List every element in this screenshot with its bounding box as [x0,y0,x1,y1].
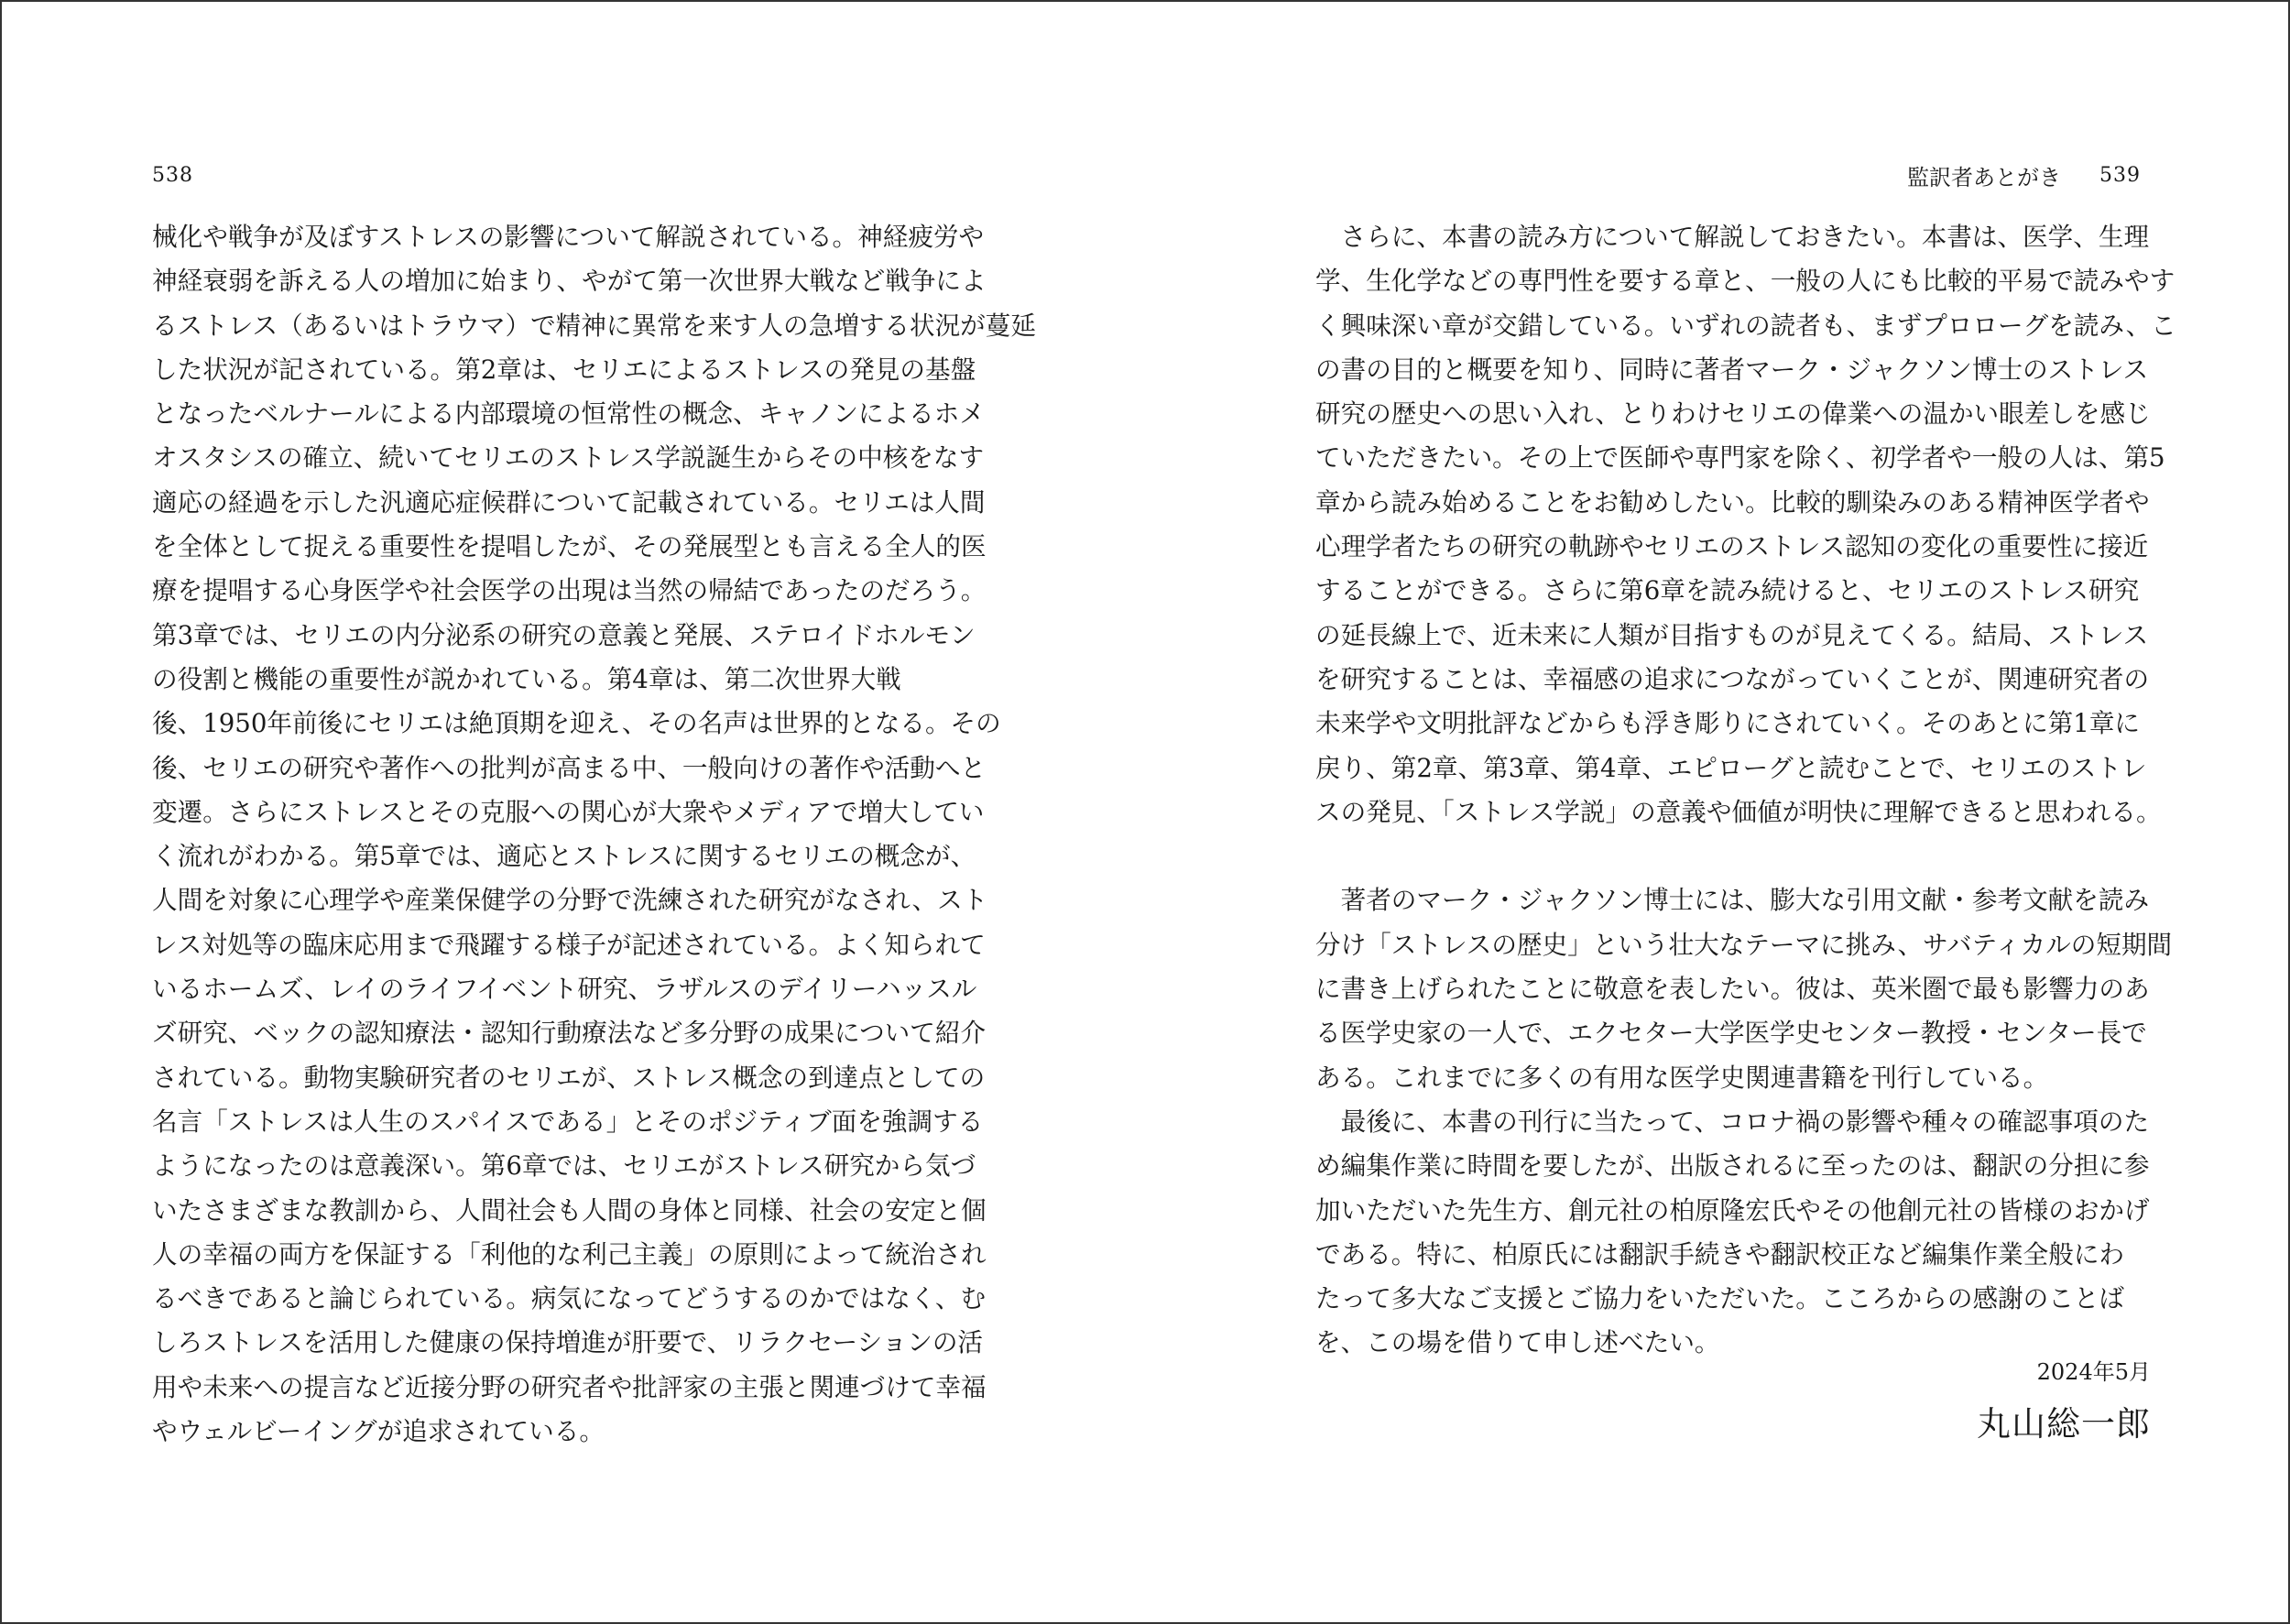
text-line: 適応の経過を示した汎適応症候群について記載されている。セリエは人間 [152,486,986,518]
text-line: ようになったのは意義深い。第6章では、セリエがストレス研究から気づ [152,1150,976,1182]
text-line: 人の幸福の両方を保証する「利他的な利己主義」の原則によって統治され [152,1238,987,1270]
text-line: の延長線上で、近未来に人類が目指すものが見えてくる。結局、ストレス [1315,619,2149,650]
text-line: レス対処等の臨床応用まで飛躍する様子が記述されている。よく知られて [152,929,986,960]
text-line: ていただきたい。その上で医師や専門家を除く、初学者や一般の人は、第5 [1315,442,2165,474]
text-line: るストレス（あるいはトラウマ）で精神に異常を来す人の急増する状況が蔓延 [152,310,1036,341]
text-line: るべきであると論じられている。病気になってどうするのかではなく、む [152,1283,987,1314]
body-text [152,215,1036,1454]
text-line: ある。これまでに多くの有用な医学史関連書籍を刊行している。 [1315,1062,2049,1093]
text-line: されている。動物実験研究者のセリエが、ストレス概念の到達点としての [152,1062,986,1093]
text-line: 人間を対象に心理学や産業保健学の分野で洗練された研究がなされ、スト [152,885,988,916]
text-line: く流れがわかる。第5章では、適応とストレスに関するセリエの概念が、 [152,841,976,872]
paragraph-gap [1315,834,2151,878]
text-line: る医学史家の一人で、エクセター大学医学史センター教授・センター長で [1315,1018,2147,1049]
text-line: 後、セリエの研究や著作への批判が高まる中、一般向けの著作や活動へと [152,752,987,783]
signoff-date: 2024年5月 [2036,1359,2151,1385]
text-line: 分け「ストレスの歴史」という壮大なテーマに挑み、サバティカルの短期間 [1315,929,2173,960]
text-line: 心理学者たちの研究の軌跡やセリエのストレス認知の変化の重要性に接近 [1315,531,2149,562]
text-line: め編集作業に時間を要したが、出版されるに至ったのは、翻訳の分担に参 [1315,1150,2150,1182]
text-line: 学、生化学などの専門性を要する章と、一般の人にも比較的平易で読みやす [1315,266,2176,297]
text-line: スの発見、「ストレス学説」の意義や価値が明快に理解できると思われる。 [1315,796,2162,827]
text-line: となったベルナールによる内部環境の恒常性の概念、キャノンによるホメ [152,398,985,430]
text-line: を研究することは、幸福感の追求につながっていくことが、関連研究者の [1315,663,2150,694]
text-line: 著者のマーク・ジャクソン博士には、膨大な引用文献・参考文献を読み [1315,885,2150,916]
translator-signature: 丸山総一郎 [1977,1404,2151,1444]
text-line: 戻り、第2章、第3章、第4章、エピローグと読むことで、セリエのストレ [1315,752,2147,783]
text-line: オスタシスの確立、続いてセリエのストレス学説誕生からその中核をなす [152,442,985,474]
text-line: 後、1950年前後にセリエは絶頂期を迎え、その名声は世界的となる。その [152,708,1001,739]
text-line: の書の目的と概要を知り、同時に著者マーク・ジャクソン博士のストレス [1315,354,2149,385]
text-line: いるホームズ、レイのライフイベント研究、ラザルスのデイリーハッスル [152,974,977,1005]
body-text [1315,215,2176,1366]
text-line: 変遷。さらにストレスとその克服への関心が大衆やメディアで増大してい [152,796,985,827]
text-line: く興味深い章が交錯している。いずれの読者も、まずプロローグを読み、こ [1315,310,2176,341]
text-line: いたさまざまな教訓から、人間社会も人間の身体と同様、社会の安定と個 [152,1194,987,1226]
text-line: ズ研究、ベックの認知療法・認知行動療法など多分野の成果について紹介 [152,1018,987,1049]
text-line: たって多大なご支援とご協力をいただいた。こころからの感謝のことば [1315,1283,2125,1314]
text-line: 章から読み始めることをお勧めしたい。比較的馴染みのある精神医学者や [1315,486,2150,518]
left-page [2,2,1145,1622]
text-line: しろストレスを活用した健康の保持増進が肝要で、リラクセーションの活 [152,1327,984,1358]
text-line: を全体として捉える重要性を提唱したが、その発展型とも言える全人的医 [152,531,987,562]
page-number: 539 [2099,164,2141,187]
text-line: を、この場を借りて申し述べたい。 [1315,1327,1720,1358]
text-line: である。特に、柏原氏には翻訳手続きや翻訳校正など編集作業全般にわ [1315,1238,2125,1270]
text-line: 最後に、本書の刊行に当たって、コロナ禍の影響や種々の確認事項のた [1315,1106,2150,1137]
text-line: 療を提唱する心身医学や社会医学の出現は当然の帰結であったのだろう。 [152,575,987,606]
text-line: さらに、本書の読み方について解説しておきたい。本書は、医学、生理 [1315,222,2150,252]
page-number: 538 [152,164,193,187]
text-line: やウェルビーイングが追求されている。 [152,1416,605,1447]
text-line: 用や未来への提言など近接分野の研究者や批評家の主張と関連づけて幸福 [152,1371,987,1402]
right-page [1147,2,2288,1622]
text-line: した状況が記されている。第2章は、セリエによるストレスの発見の基盤 [152,354,976,385]
text-line: することができる。さらに第6章を読み続けると、セリエのストレス研究 [1315,575,2140,606]
text-line: 名言「ストレスは人生のスパイスである」とそのポジティブ面を強調する [152,1106,984,1137]
text-line: 研究の歴史への思い入れ、とりわけセリエの偉業への温かい眼差しを感じ [1315,398,2151,430]
text-line: 加いただいた先生方、創元社の柏原隆宏氏やその他創元社の皆様のおかげ [1315,1194,2150,1226]
text-line: 械化や戦争が及ぼすストレスの影響について解説されている。神経疲労や [152,222,985,252]
text-line: 神経衰弱を訴える人の増加に始まり、やがて第一次世界大戦など戦争によ [152,266,987,297]
running-head: 監訳者あとがき [1907,165,2061,191]
text-line: 第3章では、セリエの内分泌系の研究の意義と発展、ステロイドホルモン [152,619,976,650]
text-line: に書き上げられたことに敬意を表したい。彼は、英米圏で最も影響力のあ [1315,974,2150,1005]
text-line: の役割と機能の重要性が説かれている。第4章は、第二次世界大戦 [152,663,901,694]
text-line: 未来学や文明批評などからも浮き彫りにされていく。そのあとに第1章に [1315,708,2141,739]
